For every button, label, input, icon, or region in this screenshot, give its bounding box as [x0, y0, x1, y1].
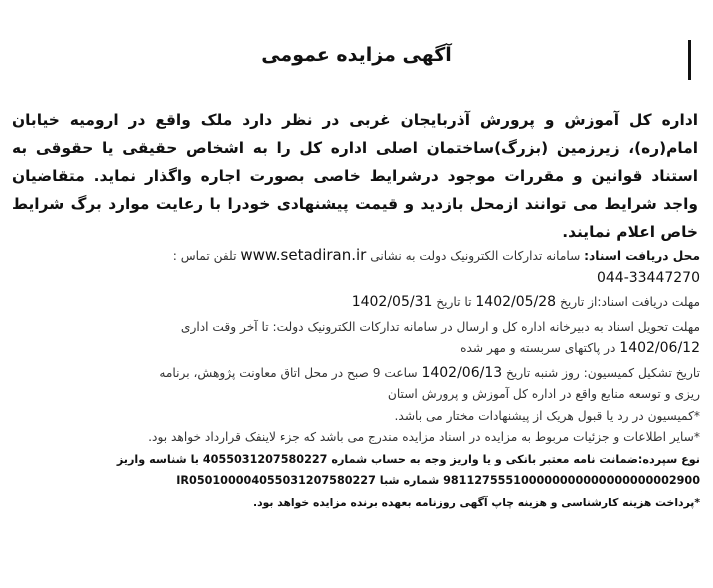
- sheba-number: IR050100004055031207580227: [176, 474, 376, 487]
- sheba-label: شماره شبا: [379, 474, 440, 487]
- deposit-line: [14, 449, 700, 471]
- submit-deadline-date: 1402/06/12: [619, 340, 700, 356]
- setadiran-url: www.setadiran.ir: [240, 246, 367, 264]
- commission-line: [14, 363, 700, 385]
- commission-text-2: ساعت 9 صبح در محل اتاق معاونت پژوهش، برنامه: [159, 365, 418, 380]
- commission-line-2: [14, 384, 700, 406]
- receive-from-date: 1402/05/28: [475, 294, 557, 310]
- phone-line: [14, 268, 700, 290]
- commission-location: ریزی و توسعه منابع واقع در اداره کل آموزش و پرورش استان: [387, 387, 700, 401]
- deposit-id-number: 981127555100000000000000000002900: [443, 474, 700, 487]
- deposit-tail: با شناسه واریز: [116, 452, 199, 466]
- note-other-info: *سایر اطلاعات و جزئیات مربوط به مزایده در اسناد مزایده مندرج می باشد که جزء لاینفک قرارداد خواهد بود.: [148, 430, 700, 444]
- note-commission-rights: *کمیسیون در رد یا قبول هریک از پیشنهادات مختار می باشد.: [394, 408, 700, 423]
- receive-label: محل دریافت اسناد:: [584, 249, 700, 263]
- submit-deadline-line-2: [14, 338, 700, 360]
- notice-intro-paragraph: اداره کل آموزش و پرورش آذربایجان غربی در نظر دارد ملک واقع در ارومیه خیابان امام(ره)، زیرزمین (بزرگ)ساختمان اصلی اداره کل را به اشخاص حقیقی یا حقوقی به استناد قوانین و مقررات موجود درشرایط خاصی بصورت اجاره واگذار نماید. متقاضیان واجد شرایط می توانند ازمحل بازدید و قیمت پیشنهادی خودرا با رعایت موارد برگ شرایط خاص اعلام نمایند.: [12, 111, 698, 241]
- receive-deadline-line: [14, 292, 700, 314]
- submit-deadline-after: در پاکتهای سربسته و مهر شده: [460, 341, 616, 355]
- deposit-line-2: [14, 470, 700, 492]
- deposit-account: 4055031207580227: [202, 452, 328, 466]
- submit-deadline-line: [14, 317, 700, 339]
- phone-number: 044-33447270: [596, 269, 700, 286]
- deposit-text: نوع سپرده:ضمانت نامه معتبر بانکی و یا واریز وجه به حساب شماره: [331, 452, 700, 466]
- receive-to-date: 1402/05/31: [351, 294, 433, 310]
- receive-text: سامانه تدارکات الکترونیک دولت به نشانی: [370, 249, 581, 263]
- notice-title: آگهی مزایده عمومی: [261, 44, 452, 66]
- receive-documents-line: [14, 245, 700, 268]
- receive-to-label: تا تاریخ: [436, 295, 472, 309]
- submit-deadline-text: مهلت تحویل اسناد به دبیرخانه اداره کل و ارسال در سامانه تدارکات الکترونیک دولت: تا آخر وقت اداری: [180, 319, 700, 334]
- footnote-costs: *پرداخت هزینه کارشناسی و هزینه چاپ آگهی روزنامه بعهده برنده مزایده خواهد بود.: [252, 495, 700, 509]
- notice-details: [14, 245, 700, 513]
- receive-deadline-text: مهلت دریافت اسناد:از تاریخ: [559, 295, 700, 309]
- phone-label: تلفن تماس :: [172, 249, 237, 263]
- commission-text-1: تاریخ تشکیل کمیسیون: روز شنبه تاریخ: [506, 365, 700, 380]
- commission-date: 1402/06/13: [421, 364, 503, 381]
